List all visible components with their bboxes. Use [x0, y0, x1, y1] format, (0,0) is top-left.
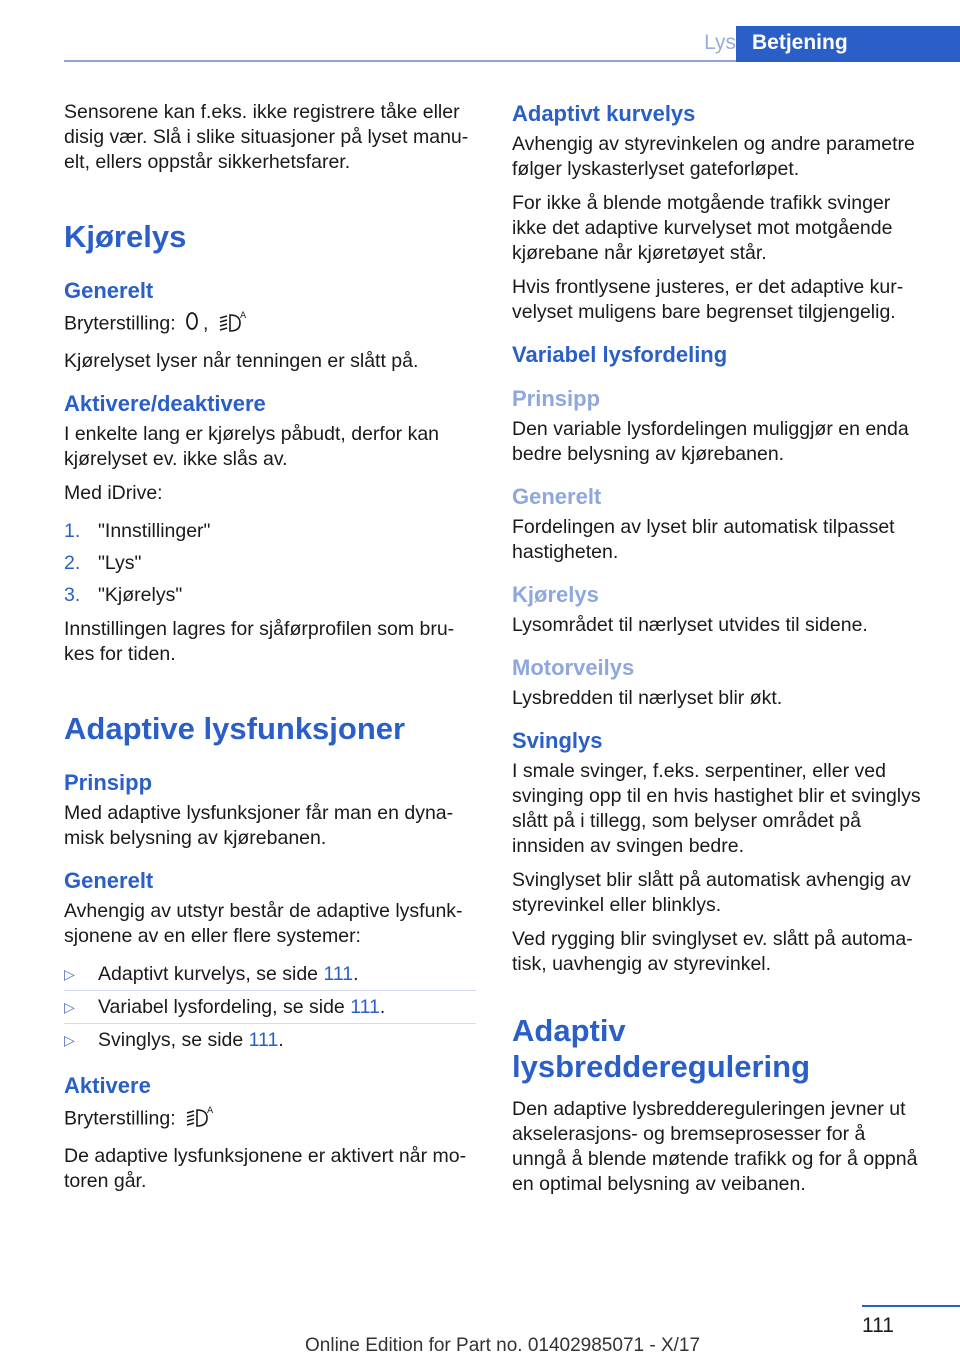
aktivere-adaptive-paragraph: De adaptive lysfunksjonene er aktivert når motoren går.: [64, 1145, 467, 1192]
svg-text:A: A: [239, 311, 247, 321]
list-item: 3. "Kjørelys": [64, 584, 183, 606]
subheading-prinsipp: Prinsipp: [64, 770, 153, 795]
subheading-svinglys: Svinglys: [512, 728, 603, 753]
svinglys-paragraph-2: Svinglyset blir slått på automatisk avhengig av styrevinkel eller blinklys.: [512, 869, 911, 916]
svinglys-paragraph-1: I smale svinger, f.eks. serpentiner, eller ved svinging opp til en hvis hastighet blir et svinglys slått på i tillegg, som belyser området på innsiden av svingen bedre.: [512, 760, 921, 857]
kurvelys-paragraph-1: Avhengig av styrevinkelen og andre parametre følger lyskasterlyset gateforløpet.: [512, 133, 915, 180]
right-column: [512, 100, 924, 1206]
left-column: [64, 100, 476, 1203]
adaptive-systems-list: [64, 958, 476, 1056]
aktivere-paragraph-1: I enkelte lang er kjørelys påbudt, derfor kan kjørelyset ev. ikke slås av.: [64, 423, 440, 470]
variabel-generelt-paragraph: Fordelingen av lyset blir automatisk tilpasset hastigheten.: [512, 516, 895, 563]
subsubheading-kjorelys: Kjørelys: [512, 582, 599, 607]
variabel-kjorelys-paragraph: Lysområdet til nærlyset utvides til sidene.: [512, 614, 868, 636]
list-item: ▷ Svinglys, se side 111.: [64, 1029, 284, 1051]
svg-text:A: A: [207, 1106, 214, 1116]
subheading-aktivere-deaktivere: Aktivere/deaktivere: [64, 391, 266, 416]
page-number: 111: [862, 1314, 894, 1337]
heading-kjorelys: Kjørelys: [64, 219, 187, 254]
svinglys-paragraph-3: Ved rygging blir svinglyset ev. slått på automatisk, uavhengig av styrevinkel.: [512, 928, 913, 975]
heading-adaptiv-lysbredderegulering: Adaptiv lysbredderegulering: [512, 1013, 811, 1084]
heading-adaptive-lysfunksjoner: Adaptive lysfunksjoner: [64, 711, 406, 746]
switch-position-line: Bryterstilling: , A: [64, 309, 476, 340]
auto-headlight-icon: [218, 309, 250, 340]
lysbredde-paragraph: Den adaptive lysbreddereguleringen jevner ut akselerasjons- og bremseprosesser for å unngå å blende møtende trafikk og for å oppnå en optimal belysning av veibanen.: [512, 1098, 918, 1195]
subheading-generelt-adaptive: Generelt: [64, 868, 154, 893]
subheading-adaptivt-kurvelys: Adaptivt kurvelys: [512, 101, 696, 126]
aktivere-paragraph-3: Innstillingen lagres for sjåførprofilen som brukes for tiden.: [64, 618, 455, 665]
auto-headlight-icon: [185, 1104, 217, 1135]
switch-position-line-2: Bryterstilling: A: [64, 1104, 476, 1135]
variabel-prinsipp-paragraph: Den variable lysfordelingen muliggjør en enda bedre belysning av kjørebanen.: [512, 418, 909, 465]
list-item: 2. "Lys": [64, 552, 142, 574]
prinsipp-paragraph: Med adaptive lysfunksjoner får man en dynamisk belysning av kjørebanen.: [64, 802, 454, 849]
idrive-steps: [64, 515, 476, 611]
page-link[interactable]: 111: [248, 1029, 279, 1051]
triangle-bullet-icon: ▷: [64, 999, 75, 1015]
subsubheading-prinsipp: Prinsipp: [512, 386, 601, 411]
subsubheading-generelt: Generelt: [512, 484, 602, 509]
generelt-adaptive-paragraph: Avhengig av utstyr består de adaptive lysfunksjonene av en eller flere systemer:: [64, 900, 463, 947]
subheading-generelt: Generelt: [64, 278, 154, 303]
aktivere-paragraph-2: Med iDrive:: [64, 482, 163, 504]
kurvelys-paragraph-2: For ikke å blende motgående trafikk svinger ikke det adaptive kurvelyset mot motgående kjørebane når kjøretøyet står.: [512, 192, 893, 264]
edition-footer: Online Edition for Part no. 01402985071 - X/17: [305, 1335, 701, 1356]
intro-paragraph: Sensorene kan f.eks. ikke registrere tåke eller disig vær. Slå i slike situasjoner på lyset manuelt, ellers oppstår sikkerhetsfarer.: [64, 101, 469, 173]
subheading-variabel-lysfordeling: Variabel lysfordeling: [512, 342, 728, 367]
page-number-rule: [862, 1305, 960, 1307]
switch-zero-icon: [185, 310, 199, 339]
list-item: ▷ Adaptivt kurvelys, se side 111.: [64, 958, 476, 991]
triangle-bullet-icon: ▷: [64, 1032, 75, 1048]
page-link[interactable]: 111: [323, 963, 354, 985]
subheading-aktivere: Aktivere: [64, 1073, 151, 1098]
page-link[interactable]: 111: [350, 996, 380, 1018]
subsubheading-motorveilys: Motorveilys: [512, 655, 635, 680]
header-section: Lys: [704, 31, 736, 54]
generelt-paragraph: Kjørelyset lyser når tenningen er slått på.: [64, 350, 419, 372]
triangle-bullet-icon: ▷: [64, 966, 75, 982]
list-item: ▷ Variabel lysfordeling, se side 111.: [64, 991, 476, 1024]
header-chapter-tab: Betjening: [736, 26, 960, 62]
motorveilys-paragraph: Lysbredden til nærlyset blir økt.: [512, 687, 783, 709]
list-item: 1. "Innstillinger": [64, 520, 211, 542]
kurvelys-paragraph-3: Hvis frontlysene justeres, er det adaptive kurvelyset muligens bare begrenset tilgjengelig.: [512, 276, 904, 323]
